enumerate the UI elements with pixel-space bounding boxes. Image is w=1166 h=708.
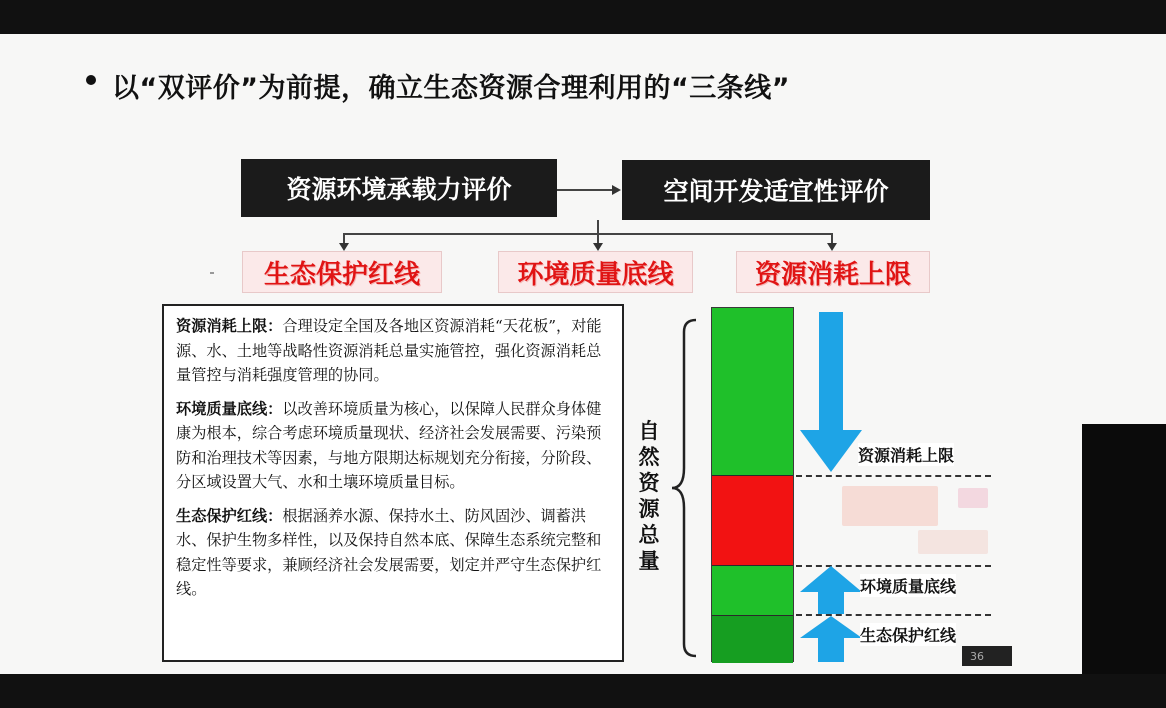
- desc-text: 根据涵养水源、保持水土、防风固沙、调蓄洪水、保护生物多样性，以及保持自然本底、保障生态系统完整和稳定性等要求，兼顾经济社会发展需要，划定并严守生态保护红线。: [176, 506, 602, 598]
- slide-title: 以“双评价”为前提，确立生态资源合理利用的“三条线”: [112, 73, 790, 104]
- box-connector-arrowhead: [612, 185, 621, 195]
- desc-heading: 环境质量底线：: [176, 399, 283, 418]
- screen-top-border: [0, 0, 1166, 34]
- branch-stem: [597, 220, 599, 234]
- upward-arrow-icon: [800, 616, 862, 662]
- resource-upperlimit-label: 资源消耗上限: [736, 251, 930, 293]
- desc-text: 合理设定全国及各地区资源消耗“天花板”，对能源、水、土地等战略性资源消耗总量实施管控，强化资源消耗总量管控与消耗强度管理的协同。: [176, 317, 602, 384]
- branch-right-arrowhead: [827, 243, 837, 251]
- resource-limit-arrow-label: 资源消耗上限: [858, 443, 954, 466]
- development-suitability-box: 空间开发适宜性评价: [622, 160, 930, 220]
- ecological-redline-label: 生态保护红线: [242, 251, 442, 293]
- desc-heading: 生态保护红线：: [176, 506, 283, 525]
- branch-middle-arrowhead: [593, 243, 603, 251]
- upper-limit-dashed-line: [796, 475, 991, 477]
- environment-bottomline-label: 环境质量底线: [498, 251, 693, 293]
- environment-bottomline-arrow-label: 环境质量底线: [860, 574, 956, 597]
- downward-arrow-icon: [798, 312, 864, 474]
- branch-horizontal: [343, 233, 833, 235]
- description-box: [162, 304, 624, 662]
- bar-segment-ecological: [712, 616, 793, 663]
- scan-speck: [210, 272, 214, 274]
- carrying-capacity-box: 资源环境承载力评价: [241, 159, 557, 217]
- faded-background-shape: [842, 486, 938, 526]
- desc-resource-limit: [176, 314, 610, 388]
- title-bullet: [86, 75, 96, 85]
- desc-text: 以改善环境质量为核心，以保障人民群众身体健康为根本，综合考虑环境质量现状、经济社会发展需要、污染预防和治理技术等因素，与地方限期达标规划充分衔接，分阶段、分区域设置大气、水和土壤环境质量目标。: [176, 399, 602, 491]
- desc-environment-bottomline: [176, 397, 610, 495]
- bar-segment-resource-space: [712, 308, 793, 476]
- natural-resource-total-label: 自然资源总量: [638, 419, 660, 573]
- screen-bottom-border: [0, 674, 1166, 708]
- box-connector-line: [557, 189, 613, 191]
- resource-stack-bar: [711, 307, 794, 662]
- upward-arrow-icon: [800, 566, 862, 614]
- branch-left-arrowhead: [339, 243, 349, 251]
- screen-right-edge: [1082, 424, 1166, 674]
- bar-segment-environment: [712, 476, 793, 566]
- faded-background-shape: [958, 488, 988, 508]
- page-number: 36: [962, 646, 1012, 666]
- curly-brace: [670, 318, 700, 658]
- desc-heading: 资源消耗上限：: [176, 317, 283, 335]
- desc-ecological-redline: [176, 504, 610, 602]
- ecological-redline-arrow-label: 生态保护红线: [860, 623, 956, 646]
- bar-segment-quality: [712, 566, 793, 616]
- faded-background-shape: [918, 530, 988, 554]
